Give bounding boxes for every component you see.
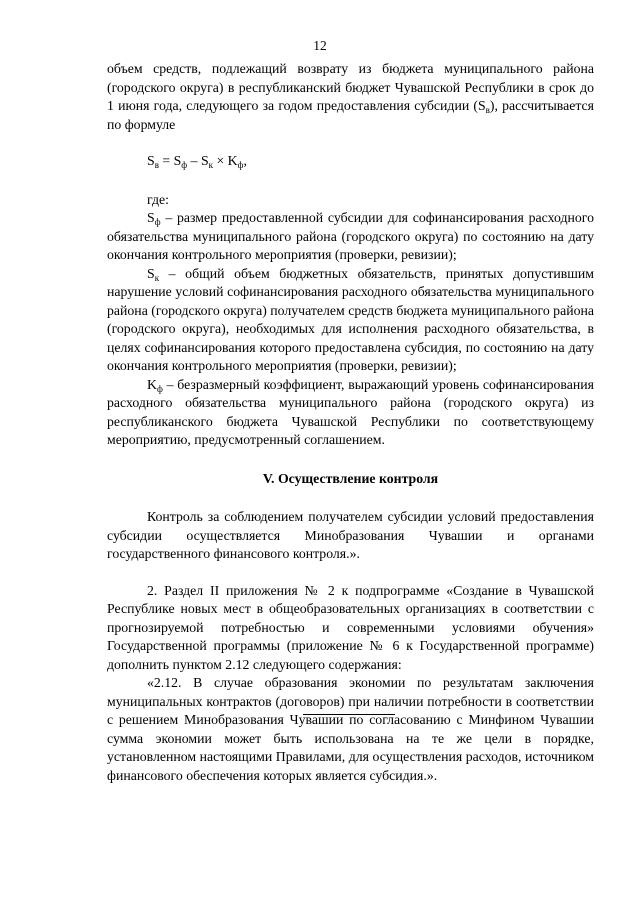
- formula: [147, 152, 594, 171]
- definition-text: – общий объем бюджетных обязательств, принятых допустившим нарушение условий софинансирования расходного обязательства муниципального района (городского округа) получателем средств бюджета муниципального района (городского округа), необходимых для исполнения расходного обязательства, в целях софинансирования которого предоставлена субсидия, по состоянию на дату окончания контрольного мероприятия (проверки, ревизии);: [107, 265, 594, 373]
- formula-symbol: ,: [243, 153, 247, 168]
- formula-symbol: S: [147, 153, 155, 168]
- formula-symbol: × K: [213, 153, 238, 168]
- subscript: к: [208, 160, 213, 170]
- paragraph-item-2: 2. Раздел II приложения № 2 к подпрограмме «Создание в Чувашской Республике новых мест в общеобразовательных организациях в соответствии с прогнозируемой потребностью и современными условиями обучения» Государственной программы (приложение № 6 к Государственной программе) дополнить пунктом 2.12 следующего содержания:: [107, 582, 594, 672]
- paragraph-refund-volume: [107, 60, 594, 134]
- subscript: ф: [154, 217, 161, 227]
- where-label: где:: [147, 191, 169, 207]
- paragraph-control: Контроль за соблюдением получателем субсидии условий предоставления субсидии осуществляется Минобразования Чувашии и органами государственного финансового контроля.».: [107, 509, 594, 561]
- formula-symbol: – S: [187, 153, 209, 168]
- subscript: ф: [237, 160, 244, 170]
- subscript: в: [154, 160, 159, 170]
- subscript: в: [485, 105, 490, 115]
- definition-symbol: S: [147, 210, 155, 225]
- subscript: ф: [181, 160, 188, 170]
- definition-s-k: [107, 265, 594, 376]
- page-number: 12: [313, 38, 327, 53]
- paragraph-text: объем средств, подлежащий возврату из бюджета муниципального района (городского округа) в республиканский бюджет Чувашской Республики в срок до 1 июня года, следующего за годом предоставления субсидии (S: [107, 61, 594, 113]
- spacer: [107, 564, 594, 582]
- document-body: [107, 60, 594, 785]
- definition-symbol: K: [147, 376, 157, 392]
- definition-k-f: [107, 376, 594, 450]
- section-heading: V. Осуществление контроля: [262, 470, 439, 486]
- paragraph-text: ), рассчитывается по формуле: [107, 98, 595, 132]
- definition-text: – размер предоставленной субсидии для софинансирования расходного обязательства муниципального района (городского округа) по состоянию на дату окончания контрольного мероприятия (проверки, ревизии);: [107, 210, 594, 262]
- subscript: к: [154, 272, 160, 283]
- definition-text: – безразмерный коэффициент, выражающий уровень софинансирования расходного обязательства муниципального района (городского округа) из республиканского бюджета Чувашской Республики по соответствующему мероприятию, предусмотренный соглашением.: [107, 376, 594, 447]
- subscript: ф: [156, 383, 163, 394]
- definition-s-f: [107, 209, 594, 265]
- definition-symbol: S: [147, 265, 155, 281]
- paragraph-item-2-12: «2.12. В случае образования экономии по результатам заключения муниципальных контрактов (договоров) при наличии потребности в соответствии с решением Минобразования Чувашии по согласованию с Минфином Чувашии сумма экономии может быть использована на те же цели в порядке, установленном настоящими Правилами, для осуществления расходов, источником финансового обеспечения которых является субсидия.».: [107, 675, 594, 783]
- formula-symbol: = S: [158, 153, 182, 168]
- end-divider-line: [303, 714, 395, 715]
